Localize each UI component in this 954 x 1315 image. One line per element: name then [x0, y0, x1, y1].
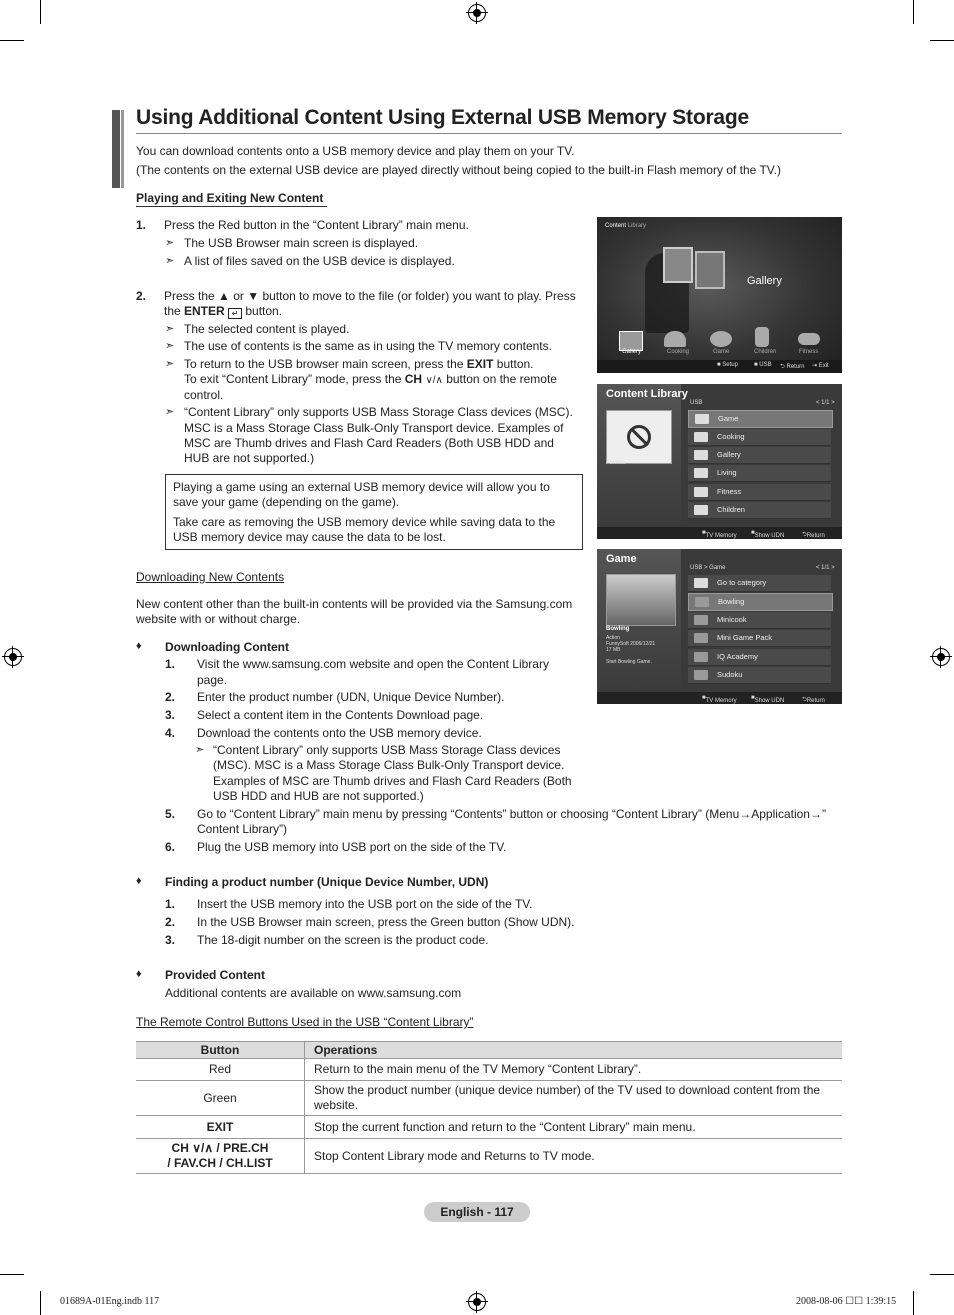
crop-mark	[40, 1291, 41, 1315]
arrow-icon: ➣	[165, 406, 175, 418]
fitness-icon	[798, 333, 820, 345]
list-item[interactable]: IQ Academy	[688, 649, 831, 666]
list-item[interactable]: Gallery	[688, 447, 831, 464]
section-heading-remote-buttons: The Remote Control Buttons Used in the USB “Content Library”	[136, 1015, 474, 1029]
tv-screen-game-folder: Game Bowling Action FunnySoft 2006/12/21 17 MB Start Bowling Game. USB > Game < 1/1 > Go to category Bowling Minicook Mini Game Pack IQ Academy Sudoku ■ TV Memory ■ Show UDN ⮌ Return	[597, 549, 842, 704]
folder-icon	[695, 414, 709, 424]
list-item[interactable]: Go to category	[688, 575, 831, 592]
list-item[interactable]: Sudoku	[688, 667, 831, 684]
screen-bottom-bar: ■ TV Memory ■ Show UDN ⮌ Return	[597, 527, 842, 539]
folder-icon	[694, 578, 708, 588]
game-icon	[710, 331, 732, 347]
no-preview-box	[606, 410, 672, 464]
arrow-icon: ➣	[165, 340, 175, 352]
registration-mark-icon	[932, 648, 950, 666]
table-row: Green Show the product number (unique device number) of the TV used to download content from the website.	[136, 1081, 842, 1116]
bullet-icon: ♦	[136, 640, 142, 652]
folder-icon	[694, 505, 708, 515]
arrow-icon: ➣	[165, 323, 175, 335]
registration-mark-icon	[4, 648, 22, 666]
screen-panel-title: Game	[606, 553, 637, 565]
table-header-row: Button Operations	[136, 1042, 842, 1059]
list-item[interactable]: Children	[688, 502, 831, 519]
folder-icon	[694, 450, 708, 460]
arrow-icon: ➣	[165, 237, 175, 249]
list-item[interactable]: Minicook	[688, 612, 831, 629]
step-2-line2: the ENTER ↵ button.	[164, 304, 283, 318]
intro-text: You can download contents onto a USB memory device and play them on your TV.	[136, 144, 575, 158]
crop-mark	[40, 0, 41, 24]
table-row: Red Return to the main menu of the TV Memory “Content Library”.	[136, 1059, 842, 1081]
list-item[interactable]: Bowling	[688, 593, 833, 611]
page-title: Using Additional Content Using External USB Memory Storage	[136, 106, 750, 129]
subheading-downloading-content: Downloading Content	[165, 640, 289, 654]
list-item[interactable]: Cooking	[688, 429, 831, 446]
side-accent-bar	[112, 110, 120, 188]
subheading-provided: Provided Content	[165, 968, 266, 982]
registration-mark-icon	[468, 4, 486, 22]
section-heading-playing: Playing and Exiting New Content	[136, 191, 324, 205]
page-number-badge: English - 117	[424, 1202, 530, 1222]
list-item[interactable]: Living	[688, 465, 831, 482]
game-thumb-icon	[694, 670, 708, 680]
crop-mark	[0, 1274, 24, 1275]
intro-text: (The contents on the external USB device are played directly without being copied to the built-in Flash memory of the TV.)	[136, 163, 782, 177]
game-thumb-icon	[694, 615, 708, 625]
list-item[interactable]: Game	[688, 410, 833, 428]
note-box: Playing a game using an external USB memory device will allow you to save your game (depending on the game). Take care as removing the USB memory device while saving data to the USB memory device may cause the data to be lost.	[165, 474, 583, 550]
tv-screen-usb-browser: Content Library Fitness USB < 1/1 > Game Cooking Gallery Living Fitness Children ■ TV Memory ■ Show UDN ⮌ Return	[597, 384, 842, 539]
cooking-icon	[664, 331, 686, 347]
screen-bottom-bar: ■ TV Memory ■ Show UDN ⮌ Return	[597, 692, 842, 704]
game-thumb-icon	[694, 633, 708, 643]
bullet-icon: ♦	[136, 875, 142, 887]
screen-label: Gallery	[747, 275, 782, 287]
arrow-icon: ➣	[195, 744, 205, 756]
print-date: 2008-08-06 ☐☐ 1:39:15	[796, 1296, 897, 1307]
children-icon	[755, 327, 769, 347]
gallery-icon	[619, 331, 643, 351]
title-rule	[136, 133, 842, 134]
crop-mark	[930, 40, 954, 41]
enter-icon: ↵	[228, 308, 242, 319]
section-heading-downloading: Downloading New Contents	[136, 570, 285, 584]
list-item[interactable]: Mini Game Pack	[688, 630, 831, 647]
list-item[interactable]: Fitness	[688, 484, 831, 501]
subheading-udn: Finding a product number (Unique Device Number, UDN)	[165, 875, 489, 889]
channel-up-down-icon: ∨/∧	[425, 375, 443, 386]
tv-screen-content-library: Content Library Gallery Gallery Cooking Game Children Fitness ■ Setup ■ USB ⮌ Return ⇥ Exit	[597, 217, 842, 373]
picture-frame-image	[663, 247, 693, 283]
bowling-thumbnail	[606, 574, 676, 626]
crop-mark	[913, 0, 914, 24]
crop-mark	[930, 1274, 954, 1275]
folder-icon	[694, 432, 708, 442]
crop-mark	[913, 1291, 914, 1315]
table-row: EXIT Stop the current function and return to the “Content Library” main menu.	[136, 1116, 842, 1139]
file-name: 01689A-01Eng.indb 117	[60, 1296, 160, 1307]
folder-icon	[694, 468, 708, 478]
arrow-icon: ➣	[165, 358, 175, 370]
screen-panel-title: Content Library	[606, 388, 688, 400]
game-thumb-icon	[694, 652, 708, 662]
table-row: CH ∨/∧ / PRE.CH / FAV.CH / CH.LIST Stop Content Library mode and Returns to TV mode.	[136, 1139, 842, 1174]
picture-frame-image	[695, 251, 725, 289]
arrow-icon: ➣	[165, 255, 175, 267]
step-1: 1. Press the Red button in the “Content Library” main menu.	[136, 218, 469, 232]
registration-mark-icon	[468, 1293, 486, 1311]
crop-mark	[0, 40, 24, 41]
remote-buttons-table	[136, 1041, 842, 1174]
game-thumb-icon	[695, 597, 709, 607]
heading-underline	[136, 206, 327, 207]
bullet-icon: ♦	[136, 968, 142, 980]
side-accent-bar	[121, 110, 124, 188]
folder-icon	[694, 487, 708, 497]
